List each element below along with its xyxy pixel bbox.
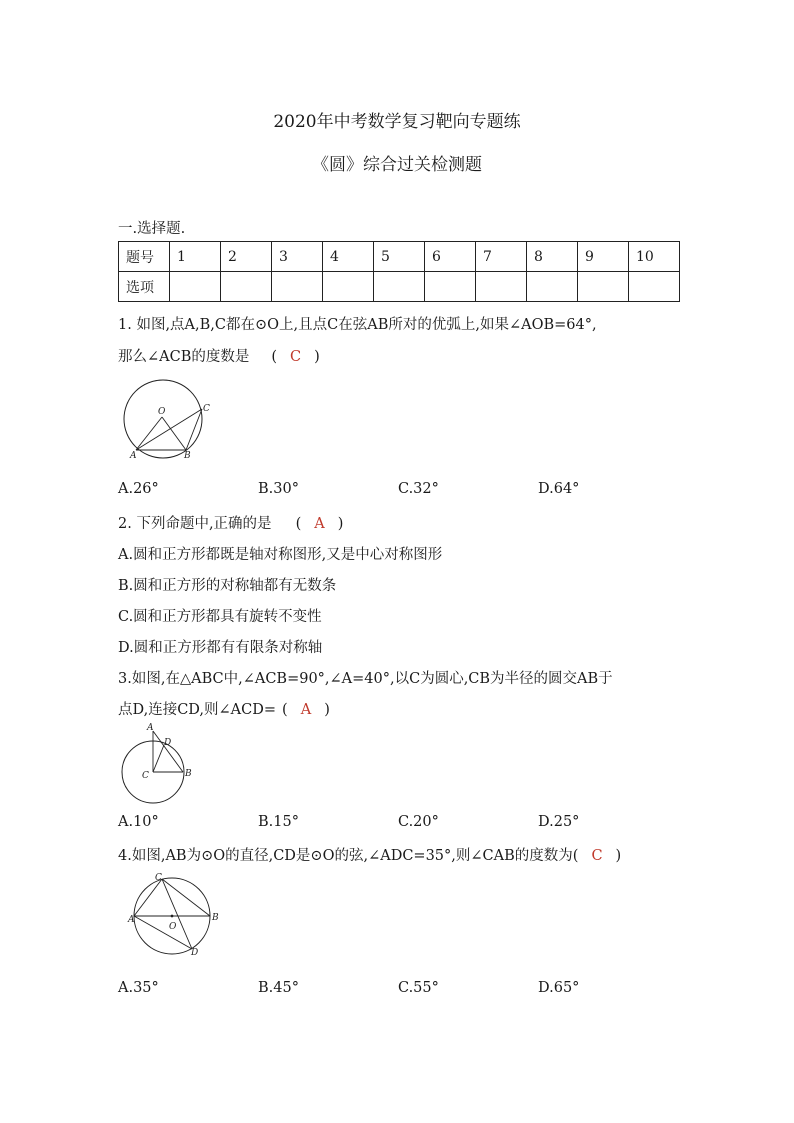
answer-cell xyxy=(272,272,323,302)
answer-cell xyxy=(476,272,527,302)
question-1-figure xyxy=(115,378,220,466)
label-b: B xyxy=(212,913,219,923)
question-4-line-1 xyxy=(118,844,621,865)
question-1-stem: 那么∠ACB的度数是 xyxy=(118,349,250,365)
label-c: C xyxy=(142,771,149,781)
question-4-figure xyxy=(125,872,225,960)
question-4-option-d: D.65° xyxy=(538,980,580,996)
answer-table xyxy=(118,241,680,302)
answer-bracket: ) xyxy=(615,848,622,864)
answer-bracket: ) xyxy=(314,349,320,365)
label-d: D xyxy=(191,948,199,958)
table-number-cell: 1 xyxy=(170,242,221,272)
question-1-answer: C xyxy=(290,349,302,365)
answer-bracket: ) xyxy=(324,702,330,718)
answer-bracket: ) xyxy=(337,516,344,532)
label-o: O xyxy=(158,407,166,417)
question-2-answer: A xyxy=(314,516,325,532)
page-subtitle: 《圆》综合过关检测题 xyxy=(312,155,482,175)
answer-bracket: ( xyxy=(271,349,278,365)
answer-table-option-row xyxy=(119,272,680,302)
segment-ac xyxy=(134,879,162,916)
question-3-stem: 点D,连接CD,则∠ACD= xyxy=(118,702,277,718)
table-number-cell: 10 xyxy=(629,242,680,272)
answer-bracket: ( xyxy=(572,848,579,864)
segment-oa xyxy=(136,417,162,450)
question-1-option-b: B.30° xyxy=(258,481,299,497)
question-4-option-a: A.35° xyxy=(118,980,159,996)
answer-cell xyxy=(170,272,221,302)
section-heading: 一.选择题. xyxy=(118,221,186,237)
question-2-option-b: B.圆和正方形的对称轴都有无数条 xyxy=(118,578,337,594)
label-b: B xyxy=(185,769,192,779)
question-3-line-2 xyxy=(118,698,330,719)
segment-ob xyxy=(162,417,186,450)
center-point xyxy=(171,915,174,918)
segment-bc xyxy=(186,409,202,450)
label-b: B xyxy=(184,451,191,461)
question-1-line-1: 1. 如图,点A,B,C都在⊙O上,且点C在弦AB所对的优弧上,如果∠AOB=64°, xyxy=(118,317,597,333)
question-1-line-2 xyxy=(118,345,320,366)
question-1-option-d: D.64° xyxy=(538,481,580,497)
answer-cell xyxy=(425,272,476,302)
table-number-cell: 6 xyxy=(425,242,476,272)
label-a: A xyxy=(128,915,135,925)
table-number-cell: 7 xyxy=(476,242,527,272)
answer-cell xyxy=(221,272,272,302)
question-2-option-a: A.圆和正方形都既是轴对称图形,又是中心对称图形 xyxy=(118,547,443,563)
answer-bracket: ( xyxy=(282,702,288,718)
answer-bracket: ( xyxy=(295,516,302,532)
answer-cell xyxy=(323,272,374,302)
segment-cd xyxy=(153,745,164,772)
answer-cell xyxy=(527,272,578,302)
table-header-cell: 选项 xyxy=(119,272,170,302)
table-number-cell: 8 xyxy=(527,242,578,272)
answer-table-number-row xyxy=(119,242,680,272)
segment-bc xyxy=(162,879,210,916)
chord-cd xyxy=(162,879,192,949)
segment-ad xyxy=(134,916,192,949)
table-header-cell: 题号 xyxy=(119,242,170,272)
answer-cell xyxy=(629,272,680,302)
table-number-cell: 9 xyxy=(578,242,629,272)
label-c: C xyxy=(203,404,210,414)
question-4-stem: 4.如图,AB为⊙O的直径,CD是⊙O的弦,∠ADC=35°,则∠CAB的度数为 xyxy=(118,848,573,864)
question-3-answer: A xyxy=(300,702,312,718)
question-4-answer: C xyxy=(591,848,603,864)
label-d: D xyxy=(164,738,172,748)
question-4-option-b: B.45° xyxy=(258,980,299,996)
table-number-cell: 4 xyxy=(323,242,374,272)
question-3-option-d: D.25° xyxy=(538,814,580,830)
label-c: C xyxy=(155,873,162,883)
question-3-figure xyxy=(117,720,197,806)
answer-cell xyxy=(578,272,629,302)
question-3-line-1: 3.如图,在△ABC中,∠ACB=90°,∠A=40°,以C为圆心,CB为半径的圆交AB于 xyxy=(118,671,613,687)
question-2-option-c: C.圆和正方形都具有旋转不变性 xyxy=(118,609,322,625)
label-o: O xyxy=(169,922,177,932)
question-2-line-1 xyxy=(118,512,343,533)
question-2-option-d: D.圆和正方形都有有限条对称轴 xyxy=(118,640,323,656)
question-1-option-a: A.26° xyxy=(118,481,159,497)
segment-ac xyxy=(136,409,202,450)
table-number-cell: 3 xyxy=(272,242,323,272)
table-number-cell: 2 xyxy=(221,242,272,272)
table-number-cell: 5 xyxy=(374,242,425,272)
question-2-stem: 2. 下列命题中,正确的是 xyxy=(118,516,272,532)
question-1-option-c: C.32° xyxy=(398,481,439,497)
answer-cell xyxy=(374,272,425,302)
page-title: 2020年中考数学复习靶向专题练 xyxy=(273,112,521,132)
label-a: A xyxy=(147,723,154,733)
question-3-option-a: A.10° xyxy=(118,814,159,830)
question-3-option-c: C.20° xyxy=(398,814,439,830)
question-4-option-c: C.55° xyxy=(398,980,439,996)
question-3-option-b: B.15° xyxy=(258,814,299,830)
label-a: A xyxy=(130,451,137,461)
